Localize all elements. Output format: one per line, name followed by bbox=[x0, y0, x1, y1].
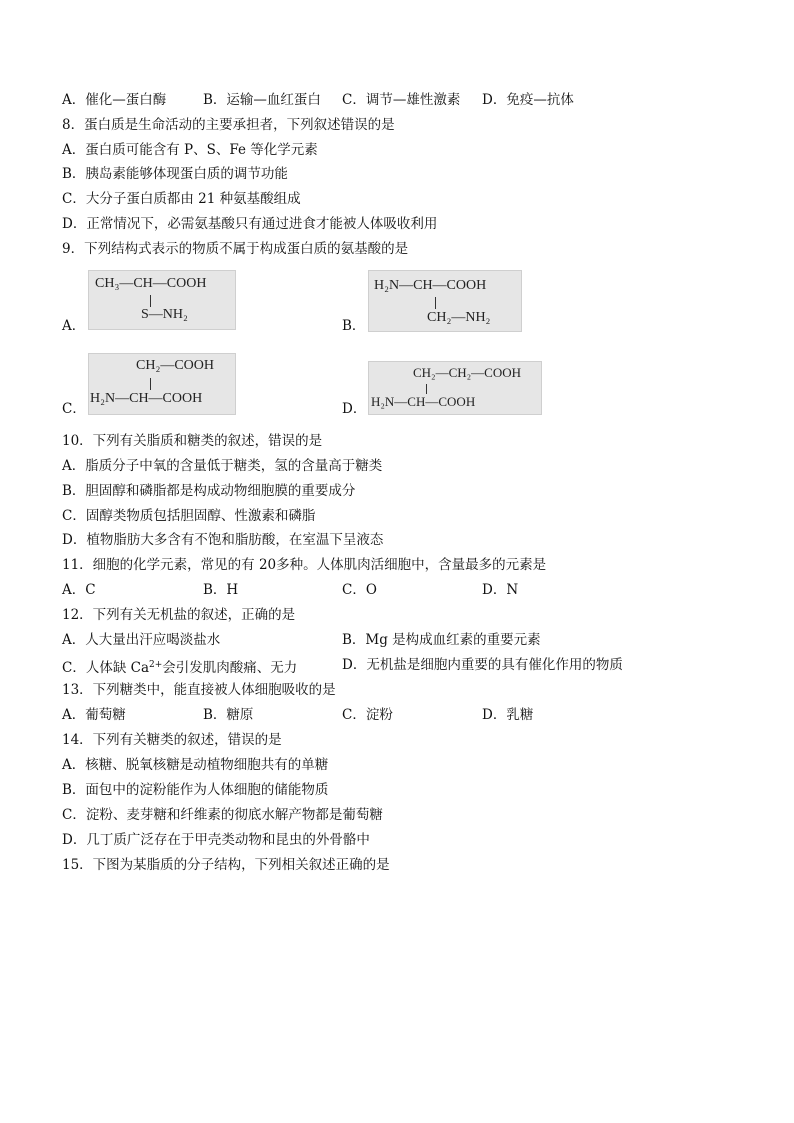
q10-option-b: B．胆固醇和磷脂都是构成动物细胞膜的重要成分 bbox=[62, 483, 356, 499]
q14-option-d: D．几丁质广泛存在于甲壳类动物和昆虫的外骨骼中 bbox=[62, 832, 370, 848]
q7-option-b: B．运输—血红蛋白 bbox=[203, 92, 321, 108]
q12-c-text: C．人体缺 Ca bbox=[62, 660, 149, 676]
q9-stem: 9．下列结构式表示的物质不属于构成蛋白质的氨基酸的是 bbox=[62, 241, 409, 257]
q10-option-d: D．植物脂肪大多含有不饱和脂肪酸，在室温下呈液态 bbox=[62, 532, 384, 548]
q12-option-c bbox=[62, 656, 297, 677]
q9-option-d-label: D． bbox=[342, 401, 367, 417]
q12-option-d: D．无机盐是细胞内重要的具有催化作用的物质 bbox=[342, 657, 623, 673]
q9-option-b-label: B． bbox=[342, 318, 366, 334]
q7-option-a: A．催化—蛋白酶 bbox=[62, 92, 167, 108]
q10-stem: 10．下列有关脂质和糖类的叙述，错误的是 bbox=[62, 433, 323, 449]
q9-option-c-label: C． bbox=[62, 401, 86, 417]
q13-stem: 13．下列糖类中，能直接被人体细胞吸收的是 bbox=[62, 682, 336, 698]
struct-a-bottom: S—NH₂ bbox=[141, 307, 188, 322]
q9-structure-b bbox=[368, 270, 522, 332]
q9-structure-a bbox=[88, 270, 236, 330]
q7-option-c: C．调节—雄性激素 bbox=[342, 92, 461, 108]
q10-option-c: C．固醇类物质包括胆固醇、性激素和磷脂 bbox=[62, 508, 316, 524]
q8-option-b: B．胰岛素能够体现蛋白质的调节功能 bbox=[62, 166, 288, 182]
q12-option-b: B．Mg 是构成血红素的重要元素 bbox=[342, 632, 541, 648]
struct-b-top: H₂N—CH—COOH bbox=[374, 278, 487, 293]
q8-option-a: A．蛋白质可能含有 P、S、Fe 等化学元素 bbox=[62, 142, 318, 158]
q8-option-d: D．正常情况下，必需氨基酸只有通过进食才能被人体吸收利用 bbox=[62, 216, 438, 232]
q14-option-a: A．核糖、脱氧核糖是动植物细胞共有的单糖 bbox=[62, 757, 329, 773]
q11-option-b: B．H bbox=[203, 582, 239, 598]
q8-option-c: C．大分子蛋白质都由 21 种氨基酸组成 bbox=[62, 191, 301, 207]
q11-stem: 11．细胞的化学元素，常见的有 20多种。人体肌肉活细胞中，含量最多的元素是 bbox=[62, 557, 547, 573]
q8-stem: 8．蛋白质是生命活动的主要承担者，下列叙述错误的是 bbox=[62, 117, 395, 133]
q13-option-a: A．葡萄糖 bbox=[62, 707, 126, 723]
q12-option-a: A．人大量出汗应喝淡盐水 bbox=[62, 632, 221, 648]
q9-structure-d bbox=[368, 361, 542, 415]
q10-option-a: A．脂质分子中氧的含量低于糖类，氢的含量高于糖类 bbox=[62, 458, 383, 474]
q12-c-text-end: 会引发肌肉酸痛、无力 bbox=[162, 660, 298, 676]
q9-structure-c bbox=[88, 353, 236, 415]
q14-stem: 14．下列有关糖类的叙述，错误的是 bbox=[62, 732, 282, 748]
q13-option-c: C．淀粉 bbox=[342, 707, 393, 723]
q13-option-b: B．糖原 bbox=[203, 707, 254, 723]
q12-stem: 12．下列有关无机盐的叙述，正确的是 bbox=[62, 607, 296, 623]
struct-c-top: CH₂—COOH bbox=[136, 358, 214, 373]
q7-option-d: D．免疫—抗体 bbox=[482, 92, 574, 108]
q11-option-a: A．C bbox=[62, 582, 96, 598]
struct-b-bottom: CH₂—NH₂ bbox=[427, 310, 491, 325]
q13-option-d: D．乳糖 bbox=[482, 707, 534, 723]
struct-d-bottom: H₂N—CH—COOH bbox=[371, 394, 476, 409]
q11-option-c: C．O bbox=[342, 582, 377, 598]
q9-option-a-label: A． bbox=[62, 318, 86, 334]
struct-c-bottom: H₂N—CH—COOH bbox=[90, 391, 203, 406]
q14-option-c: C．淀粉、麦芽糖和纤维素的彻底水解产物都是葡萄糖 bbox=[62, 807, 383, 823]
struct-d-top: CH₂—CH₂—COOH bbox=[413, 365, 522, 380]
q14-option-b: B．面包中的淀粉能作为人体细胞的储能物质 bbox=[62, 782, 329, 798]
q12-c-sup: 2+ bbox=[149, 660, 163, 670]
q15-stem: 15．下图为某脂质的分子结构，下列相关叙述正确的是 bbox=[62, 857, 390, 873]
struct-a-top: CH₃—CH—COOH bbox=[95, 276, 207, 291]
q11-option-d: D．N bbox=[482, 582, 519, 598]
